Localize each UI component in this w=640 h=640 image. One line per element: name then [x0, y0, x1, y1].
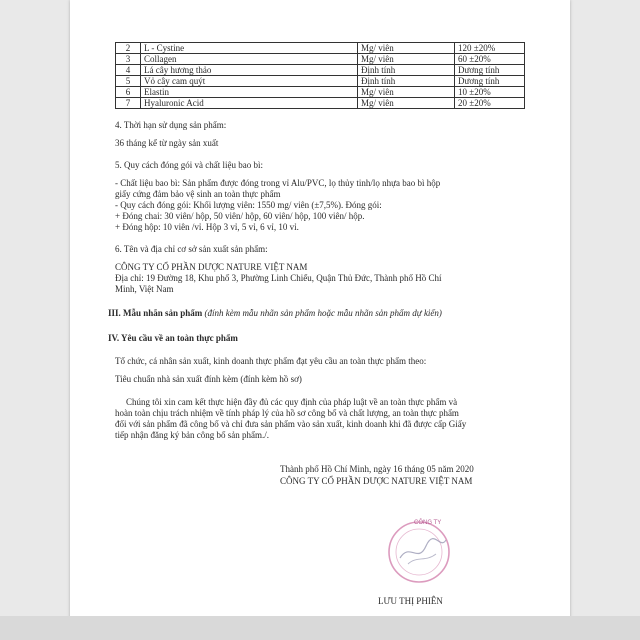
ingredient-unit-cell: Mg/ viên	[358, 54, 455, 65]
manufacturer-address: Địa chỉ: 19 Đường 18, Khu phố 3, Phường Linh Chiểu, Quận Thủ Đức, Thành phố Hồ Chí	[115, 273, 442, 283]
ingredient-value-cell: 120 ±20%	[455, 43, 525, 54]
ingredient-name-cell: Collagen	[141, 54, 358, 65]
table-row	[116, 43, 525, 54]
signing-company: CÔNG TY CỔ PHẦN DƯỢC NATURE VIỆT NAM	[280, 476, 473, 486]
packaging-spec-line: - Quy cách đóng gói: Khối lượng viên: 1550 mg/ viên (±7,5%). Đóng gói:	[115, 200, 382, 210]
signatory-name: LƯU THỊ PHIÊN	[378, 596, 443, 606]
ingredient-unit-cell: Mg/ viên	[358, 98, 455, 109]
ingredient-unit-cell: Mg/ viên	[358, 87, 455, 98]
ingredient-name-cell: Vỏ cây cam quýt	[141, 76, 358, 87]
packaging-box-line: + Đóng hộp: 10 viên /vỉ. Hộp 3 vỉ, 5 vỉ, 6 vỉ, 10 vỉ.	[115, 222, 299, 232]
manufacturer-address-2: Minh, Việt Nam	[115, 284, 174, 294]
packaging-bottle-line: + Đóng chai: 30 viên/ hộp, 50 viên/ hộp, 60 viên/ hộp, 100 viên/ hộp.	[115, 211, 365, 221]
ingredient-no-cell: 3	[116, 54, 141, 65]
ingredient-value-cell: 10 ±20%	[455, 87, 525, 98]
section-iii-heading	[108, 308, 442, 319]
ingredient-no-cell: 5	[116, 76, 141, 87]
packaging-material-line: - Chất liệu bao bì: Sản phẩm được đóng trong vỉ Alu/PVC, lọ thủy tinh/lọ nhựa bao bì hộp	[115, 178, 441, 188]
ingredient-name-cell: L - Cystine	[141, 43, 358, 54]
section-iii-note: (đính kèm mẫu nhãn sản phẩm hoặc mẫu nhãn sản phẩm dự kiến)	[204, 308, 442, 318]
ingredient-unit-cell: Định tính	[358, 65, 455, 76]
commitment-line-1: Chúng tôi xin cam kết thực hiện đầy đủ các quy định của pháp luật về an toàn thực phẩm và	[126, 397, 458, 407]
background-strip	[0, 616, 640, 640]
document-page	[70, 0, 570, 640]
ingredient-value-cell: Dương tính	[455, 76, 525, 87]
section-6-heading: 6. Tên và địa chỉ cơ sở sản xuất sản phẩm:	[115, 244, 268, 254]
food-safety-standard: Tiêu chuẩn nhà sản xuất đính kèm (đính kèm hồ sơ)	[115, 374, 302, 384]
section-iii-title: III. Mẫu nhãn sản phẩm	[108, 308, 203, 318]
ingredients-table	[115, 42, 525, 109]
ingredient-no-cell: 2	[116, 43, 141, 54]
table-row	[116, 98, 525, 109]
ingredient-no-cell: 6	[116, 87, 141, 98]
ingredient-value-cell: 20 ±20%	[455, 98, 525, 109]
section-5-heading: 5. Quy cách đóng gói và chất liệu bao bì:	[115, 160, 263, 170]
shelf-life-text: 36 tháng kể từ ngày sản xuất	[115, 138, 219, 148]
ingredient-name-cell: Elastin	[141, 87, 358, 98]
manufacturer-name: CÔNG TY CỔ PHẦN DƯỢC NATURE VIỆT NAM	[115, 262, 308, 272]
food-safety-line: Tổ chức, cá nhân sản xuất, kinh doanh thực phẩm đạt yêu cầu an toàn thực phẩm theo:	[115, 356, 427, 366]
ingredient-no-cell: 7	[116, 98, 141, 109]
section-iv-heading: IV. Yêu cầu về an toàn thực phẩm	[108, 333, 238, 343]
commitment-line-2: hoàn toàn chịu trách nhiệm về tính pháp lý của hồ sơ công bố và chất lượng, an toàn thực phẩm	[115, 408, 459, 418]
ingredient-name-cell: Hyaluronic Acid	[141, 98, 358, 109]
ingredient-no-cell: 4	[116, 65, 141, 76]
ingredient-name-cell: Lá cây hương thảo	[141, 65, 358, 76]
table-row	[116, 87, 525, 98]
commitment-line-3: đối với sản phẩm đã công bố và chỉ đưa sản phẩm vào sản xuất, kinh doanh khi đã được cấp Giấy	[115, 419, 467, 429]
ingredient-unit-cell: Định tính	[358, 76, 455, 87]
section-4-heading: 4. Thời hạn sử dụng sản phẩm:	[115, 120, 227, 130]
commitment-line-4: tiếp nhận đăng ký bản công bố sản phẩm./.	[115, 430, 269, 440]
table-row	[116, 65, 525, 76]
signing-date: Thành phố Hồ Chí Minh, ngày 16 tháng 05 năm 2020	[280, 464, 474, 474]
ingredient-value-cell: Dương tính	[455, 65, 525, 76]
stamp-label: CÔNG TY	[414, 520, 442, 526]
ingredient-unit-cell: Mg/ viên	[358, 43, 455, 54]
table-row	[116, 54, 525, 65]
ingredient-value-cell: 60 ±20%	[455, 54, 525, 65]
table-row	[116, 76, 525, 87]
packaging-material-line-2: giấy cứng đảm bảo vệ sinh an toàn thực phẩm	[115, 189, 281, 199]
